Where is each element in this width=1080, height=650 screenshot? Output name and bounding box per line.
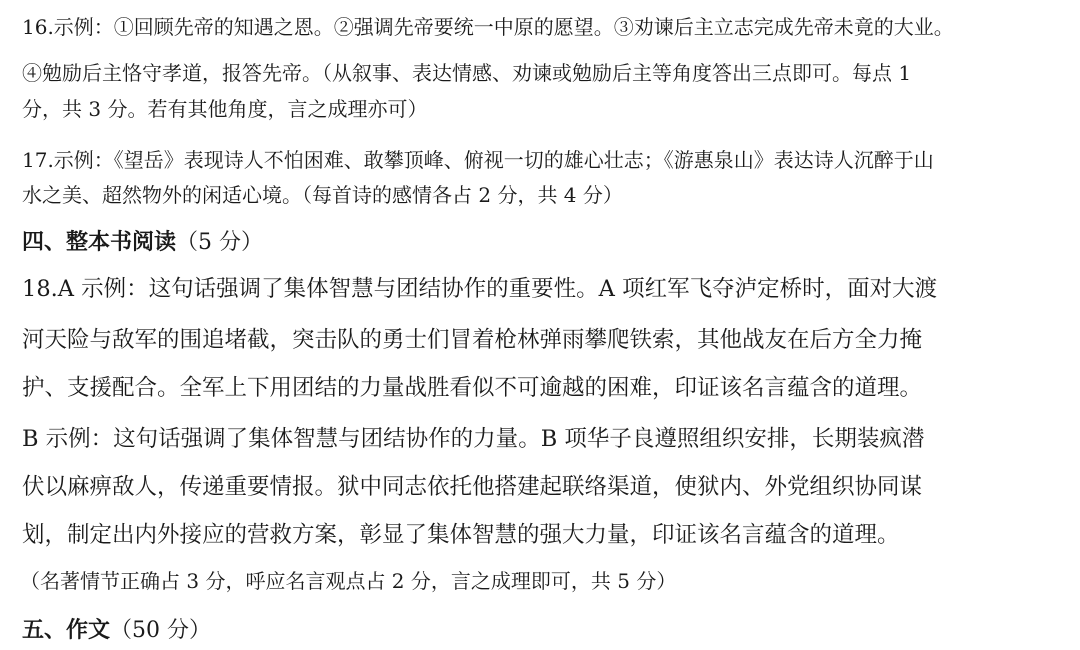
- q18-scoring-note: （名著情节正确占 3 分，呼应名言观点占 2 分，言之成理即可，共 5 分）: [20, 569, 677, 593]
- q18-line-6: 划，制定出内外接应的营救方案，彰显了集体智慧的强大力量，印证该名言蕴含的道理。: [22, 522, 900, 548]
- q18-line-3: 护、支援配合。全军上下用团结的力量战胜看似不可逾越的困难，印证该名言蕴含的道理。: [22, 375, 923, 401]
- q18-line-2: 河天险与敌军的围追堵截，突击队的勇士们冒着枪林弹雨攀爬铁索，其他战友在后方全力掩: [22, 327, 923, 353]
- section-4-heading: [22, 228, 263, 258]
- q16-line-2: ④勉励后主恪守孝道，报答先帝。（从叙事、表达情感、劝谏或勉励后主等角度答出三点即可。每点 1: [22, 61, 912, 85]
- q18-line-5: 伏以麻痹敌人，传递重要情报。狱中同志依托他搭建起联络渠道，使狱内、外党组织协同谋: [22, 474, 923, 500]
- section-4-title: 四、整本书阅读: [22, 230, 177, 255]
- q17-line-1: 17.示例：《望岳》表现诗人不怕困难、敢攀顶峰、俯视一切的雄心壮志；《游惠泉山》表达诗人沉醉于山: [22, 148, 934, 172]
- section-4-score: （5 分）: [176, 230, 264, 255]
- q18-line-1: 18.A 示例：这句话强调了集体智慧与团结协作的重要性。A 项红军飞夺泸定桥时，面对大渡: [22, 276, 938, 302]
- q18-line-4: B 示例：这句话强调了集体智慧与团结协作的力量。B 项华子良遵照组织安排，长期装疯潜: [22, 426, 925, 452]
- q16-line-3: 分，共 3 分。若有其他角度，言之成理亦可）: [22, 97, 428, 121]
- q16-line-1: 16.示例：①回顾先帝的知遇之恩。②强调先帝要统一中原的愿望。③劝谏后主立志完成先帝未竟的大业。: [22, 15, 954, 39]
- q17-line-2: 水之美、超然物外的闲适心境。（每首诗的感情各占 2 分，共 4 分）: [22, 183, 623, 207]
- section-5-title: 五、作文: [22, 618, 111, 643]
- section-5-heading: [22, 616, 211, 646]
- section-5-score: （50 分）: [110, 618, 212, 643]
